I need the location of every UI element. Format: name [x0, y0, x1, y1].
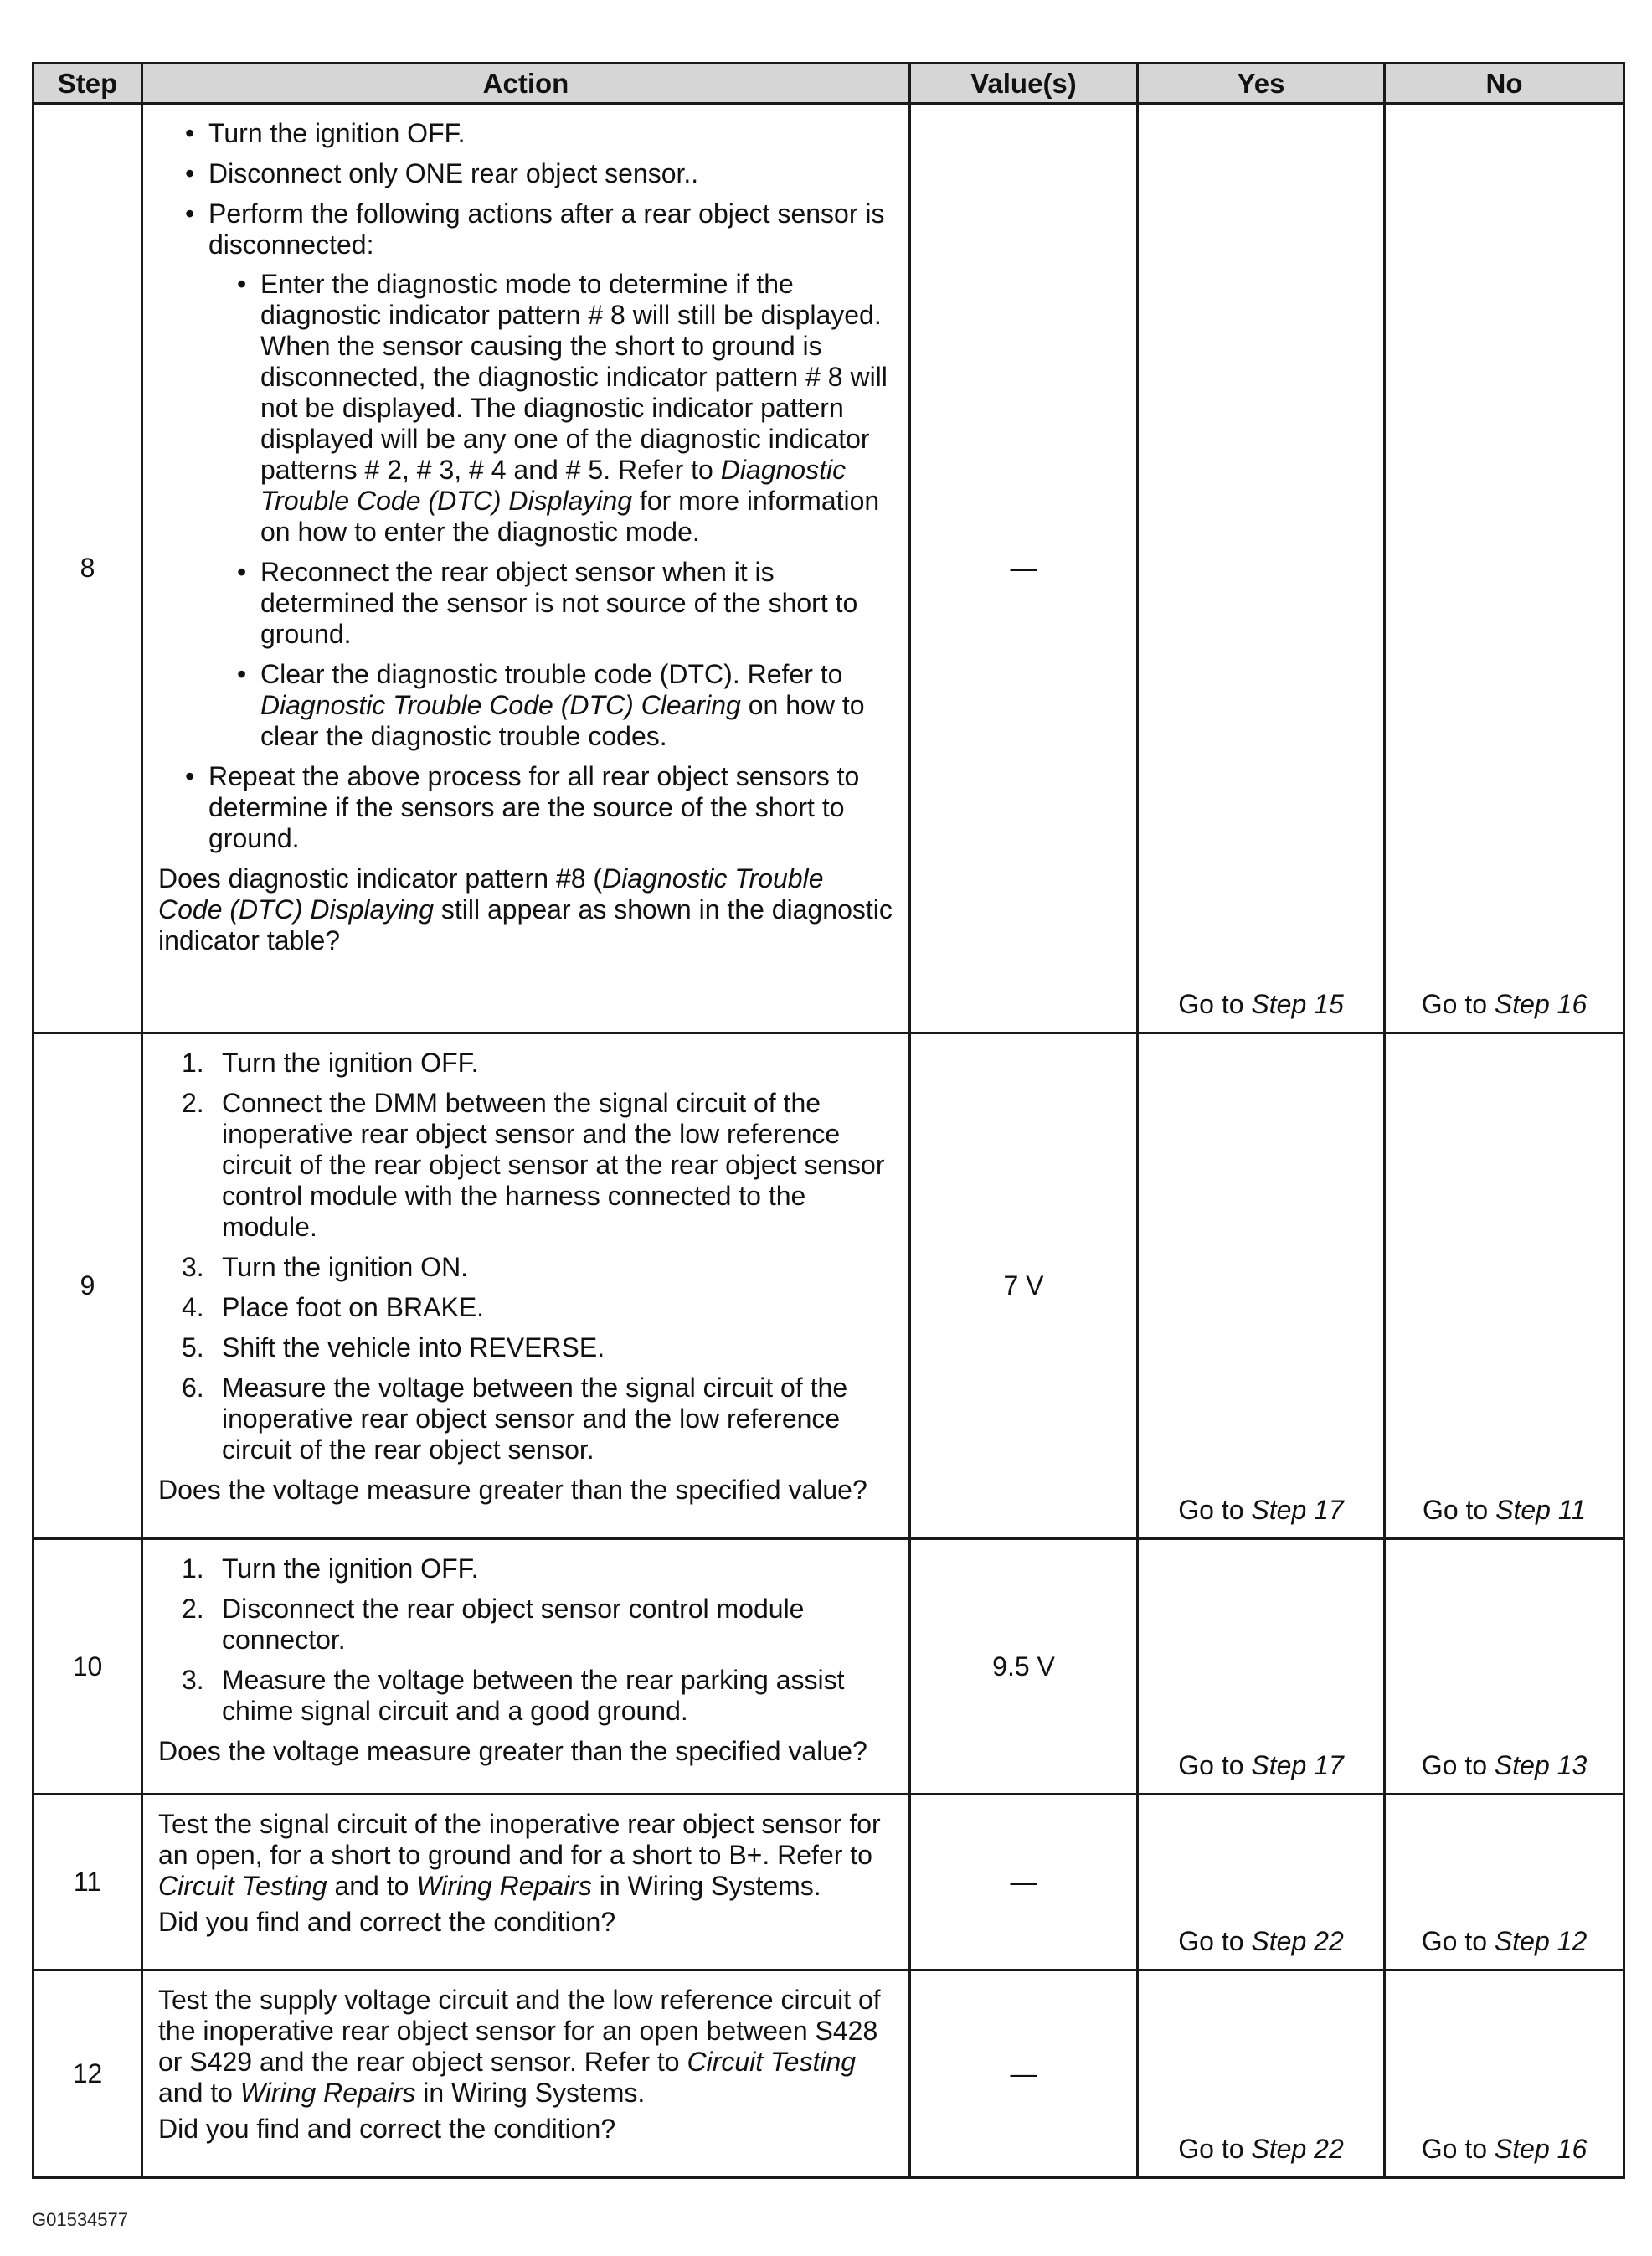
yes-cell: Go to Step 17 [1138, 1033, 1385, 1539]
step-link[interactable]: Step 22 [1251, 1926, 1344, 1956]
header-yes: Yes [1138, 64, 1385, 104]
list-item: 3. Measure the voltage between the rear parking assist chime signal circuit and a good ground. [182, 1665, 845, 1726]
step-number: 9 [33, 1033, 142, 1539]
step-link[interactable]: Step 22 [1251, 2134, 1344, 2164]
no-cell: Go to Step 16 [1385, 104, 1624, 1033]
list-item: • Clear the diagnostic trouble code (DTC). Refer to Diagnostic Trouble Code (DTC) Clearing on how to clear the diagnostic trouble codes. [234, 659, 893, 752]
table-row [33, 1970, 1624, 2178]
step-link[interactable]: Step 15 [1251, 989, 1344, 1019]
list-item: • Reconnect the rear object sensor when it is determined the sensor is not source of the short to ground. [234, 557, 893, 650]
list-item: 3. Turn the ignition ON. [182, 1252, 469, 1282]
value-cell: 9.5 V [910, 1539, 1138, 1795]
yes-cell: Go to Step 17 [1138, 1539, 1385, 1795]
yes-cell: Go to Step 15 [1138, 104, 1385, 1033]
list-item [182, 198, 893, 752]
list-item: • Repeat the above process for all rear object sensors to determine if the sensors are the source of the short to ground. [182, 761, 893, 854]
header-no: No [1385, 64, 1624, 104]
step-link[interactable]: Step 17 [1251, 1495, 1344, 1525]
step-link[interactable]: Step 11 [1495, 1495, 1587, 1525]
list-item: 2. Connect the DMM between the signal circuit of the inoperative rear object sensor and the low reference circuit of the rear object sensor at the rear object sensor control module with the harness connected to the module. [182, 1088, 885, 1242]
doc-reference: Wiring Repairs [239, 2078, 416, 2108]
step-link[interactable]: Step 13 [1494, 1750, 1588, 1780]
no-cell: Go to Step 11 [1385, 1033, 1624, 1539]
question-text: Does the voltage measure greater than the specified value? [158, 1736, 867, 1766]
header-row [33, 64, 1624, 104]
doc-reference: Diagnostic Trouble Code (DTC) Displaying [158, 863, 824, 925]
value-cell: — [910, 1970, 1138, 2178]
action-numbered-list [158, 1553, 893, 1727]
doc-reference: Diagnostic Trouble Code (DTC) Displaying [260, 455, 847, 516]
list-item: • Turn the ignition OFF. [182, 118, 893, 149]
no-cell: Go to Step 13 [1385, 1539, 1624, 1795]
action-cell [142, 104, 910, 1033]
list-item: 4. Place foot on BRAKE. [182, 1292, 485, 1322]
question-text: Does diagnostic indicator pattern #8 (Diagnostic Trouble Code (DTC) Displaying still appear as shown in the diagnostic indicator table? [158, 863, 893, 955]
doc-reference: Diagnostic Trouble Code (DTC) Clearing [260, 690, 741, 720]
step-number: 8 [33, 104, 142, 1033]
step-number: 11 [33, 1795, 142, 1970]
list-item: • Disconnect only ONE rear object sensor.. [182, 158, 893, 189]
step-link[interactable]: Step 16 [1494, 2134, 1588, 2164]
doc-reference: Circuit Testing [687, 2047, 857, 2077]
step-number: 12 [33, 1970, 142, 2178]
table-row [33, 1795, 1624, 1970]
list-item: 5. Shift the vehicle into REVERSE. [182, 1332, 605, 1362]
step-link[interactable]: Step 12 [1494, 1926, 1588, 1956]
doc-reference: Wiring Repairs [416, 1871, 592, 1901]
action-sub-list [208, 269, 893, 752]
header-step: Step [33, 64, 142, 104]
list-item: 1. Turn the ignition OFF. [182, 1553, 479, 1584]
header-values: Value(s) [910, 64, 1138, 104]
diagnostic-table [32, 62, 1625, 2179]
list-item: • Enter the diagnostic mode to determine if the diagnostic indicator pattern # 8 will still be displayed. When the sensor causing the short to ground is disconnected, the diagnostic indicator pattern # 8 will not be displayed. The diagnostic indicator pattern displayed will be any one of the diagnostic indicator patterns # 2, # 3, # 4 and # 5. Refer to Diagnostic Trouble Code (DTC) Displaying for more information on how to enter the diagnostic mode. [234, 269, 893, 548]
value-cell: — [910, 1795, 1138, 1970]
table-row [33, 104, 1624, 1033]
action-bullet-list [158, 118, 893, 854]
list-item-text: Perform the following actions after a rear object sensor is disconnected: [208, 198, 885, 260]
table-row [33, 1539, 1624, 1795]
step-link[interactable]: Step 17 [1251, 1750, 1344, 1780]
value-cell: — [910, 104, 1138, 1033]
action-text: Test the signal circuit of the inoperative rear object sensor for an open, for a short to ground and for a short to B+. Refer to Circuit Testing and to Wiring Repairs in Wiring Systems. [158, 1809, 881, 1901]
value-cell: 7 V [910, 1033, 1138, 1539]
action-cell [142, 1970, 910, 2178]
list-item: 1. Turn the ignition OFF. [182, 1048, 479, 1078]
header-action: Action [142, 64, 910, 104]
table-row [33, 1033, 1624, 1539]
question-text: Did you find and correct the condition? [158, 2114, 616, 2144]
action-numbered-list [158, 1048, 893, 1465]
yes-cell: Go to Step 22 [1138, 1970, 1385, 2178]
list-item: 6. Measure the voltage between the signal circuit of the inoperative rear object sensor and the low reference circuit of the rear object sensor. [182, 1373, 848, 1465]
question-text: Does the voltage measure greater than the specified value? [158, 1475, 867, 1505]
question-text: Did you find and correct the condition? [158, 1907, 616, 1937]
figure-id: G01534577 [32, 2209, 128, 2230]
yes-cell: Go to Step 22 [1138, 1795, 1385, 1970]
step-number: 10 [33, 1539, 142, 1795]
action-cell [142, 1033, 910, 1539]
step-link[interactable]: Step 16 [1494, 989, 1588, 1019]
action-cell [142, 1539, 910, 1795]
no-cell: Go to Step 16 [1385, 1970, 1624, 2178]
no-cell: Go to Step 12 [1385, 1795, 1624, 1970]
doc-reference: Circuit Testing [158, 1871, 327, 1901]
list-item: 2. Disconnect the rear object sensor control module connector. [182, 1594, 805, 1655]
action-text: Test the supply voltage circuit and the low reference circuit of the inoperative rear object sensor for an open between S428 or S429 and the rear object sensor. Refer to Circuit Testing and to Wiring Repairs in Wiring Systems. [158, 1985, 881, 2108]
action-cell [142, 1795, 910, 1970]
